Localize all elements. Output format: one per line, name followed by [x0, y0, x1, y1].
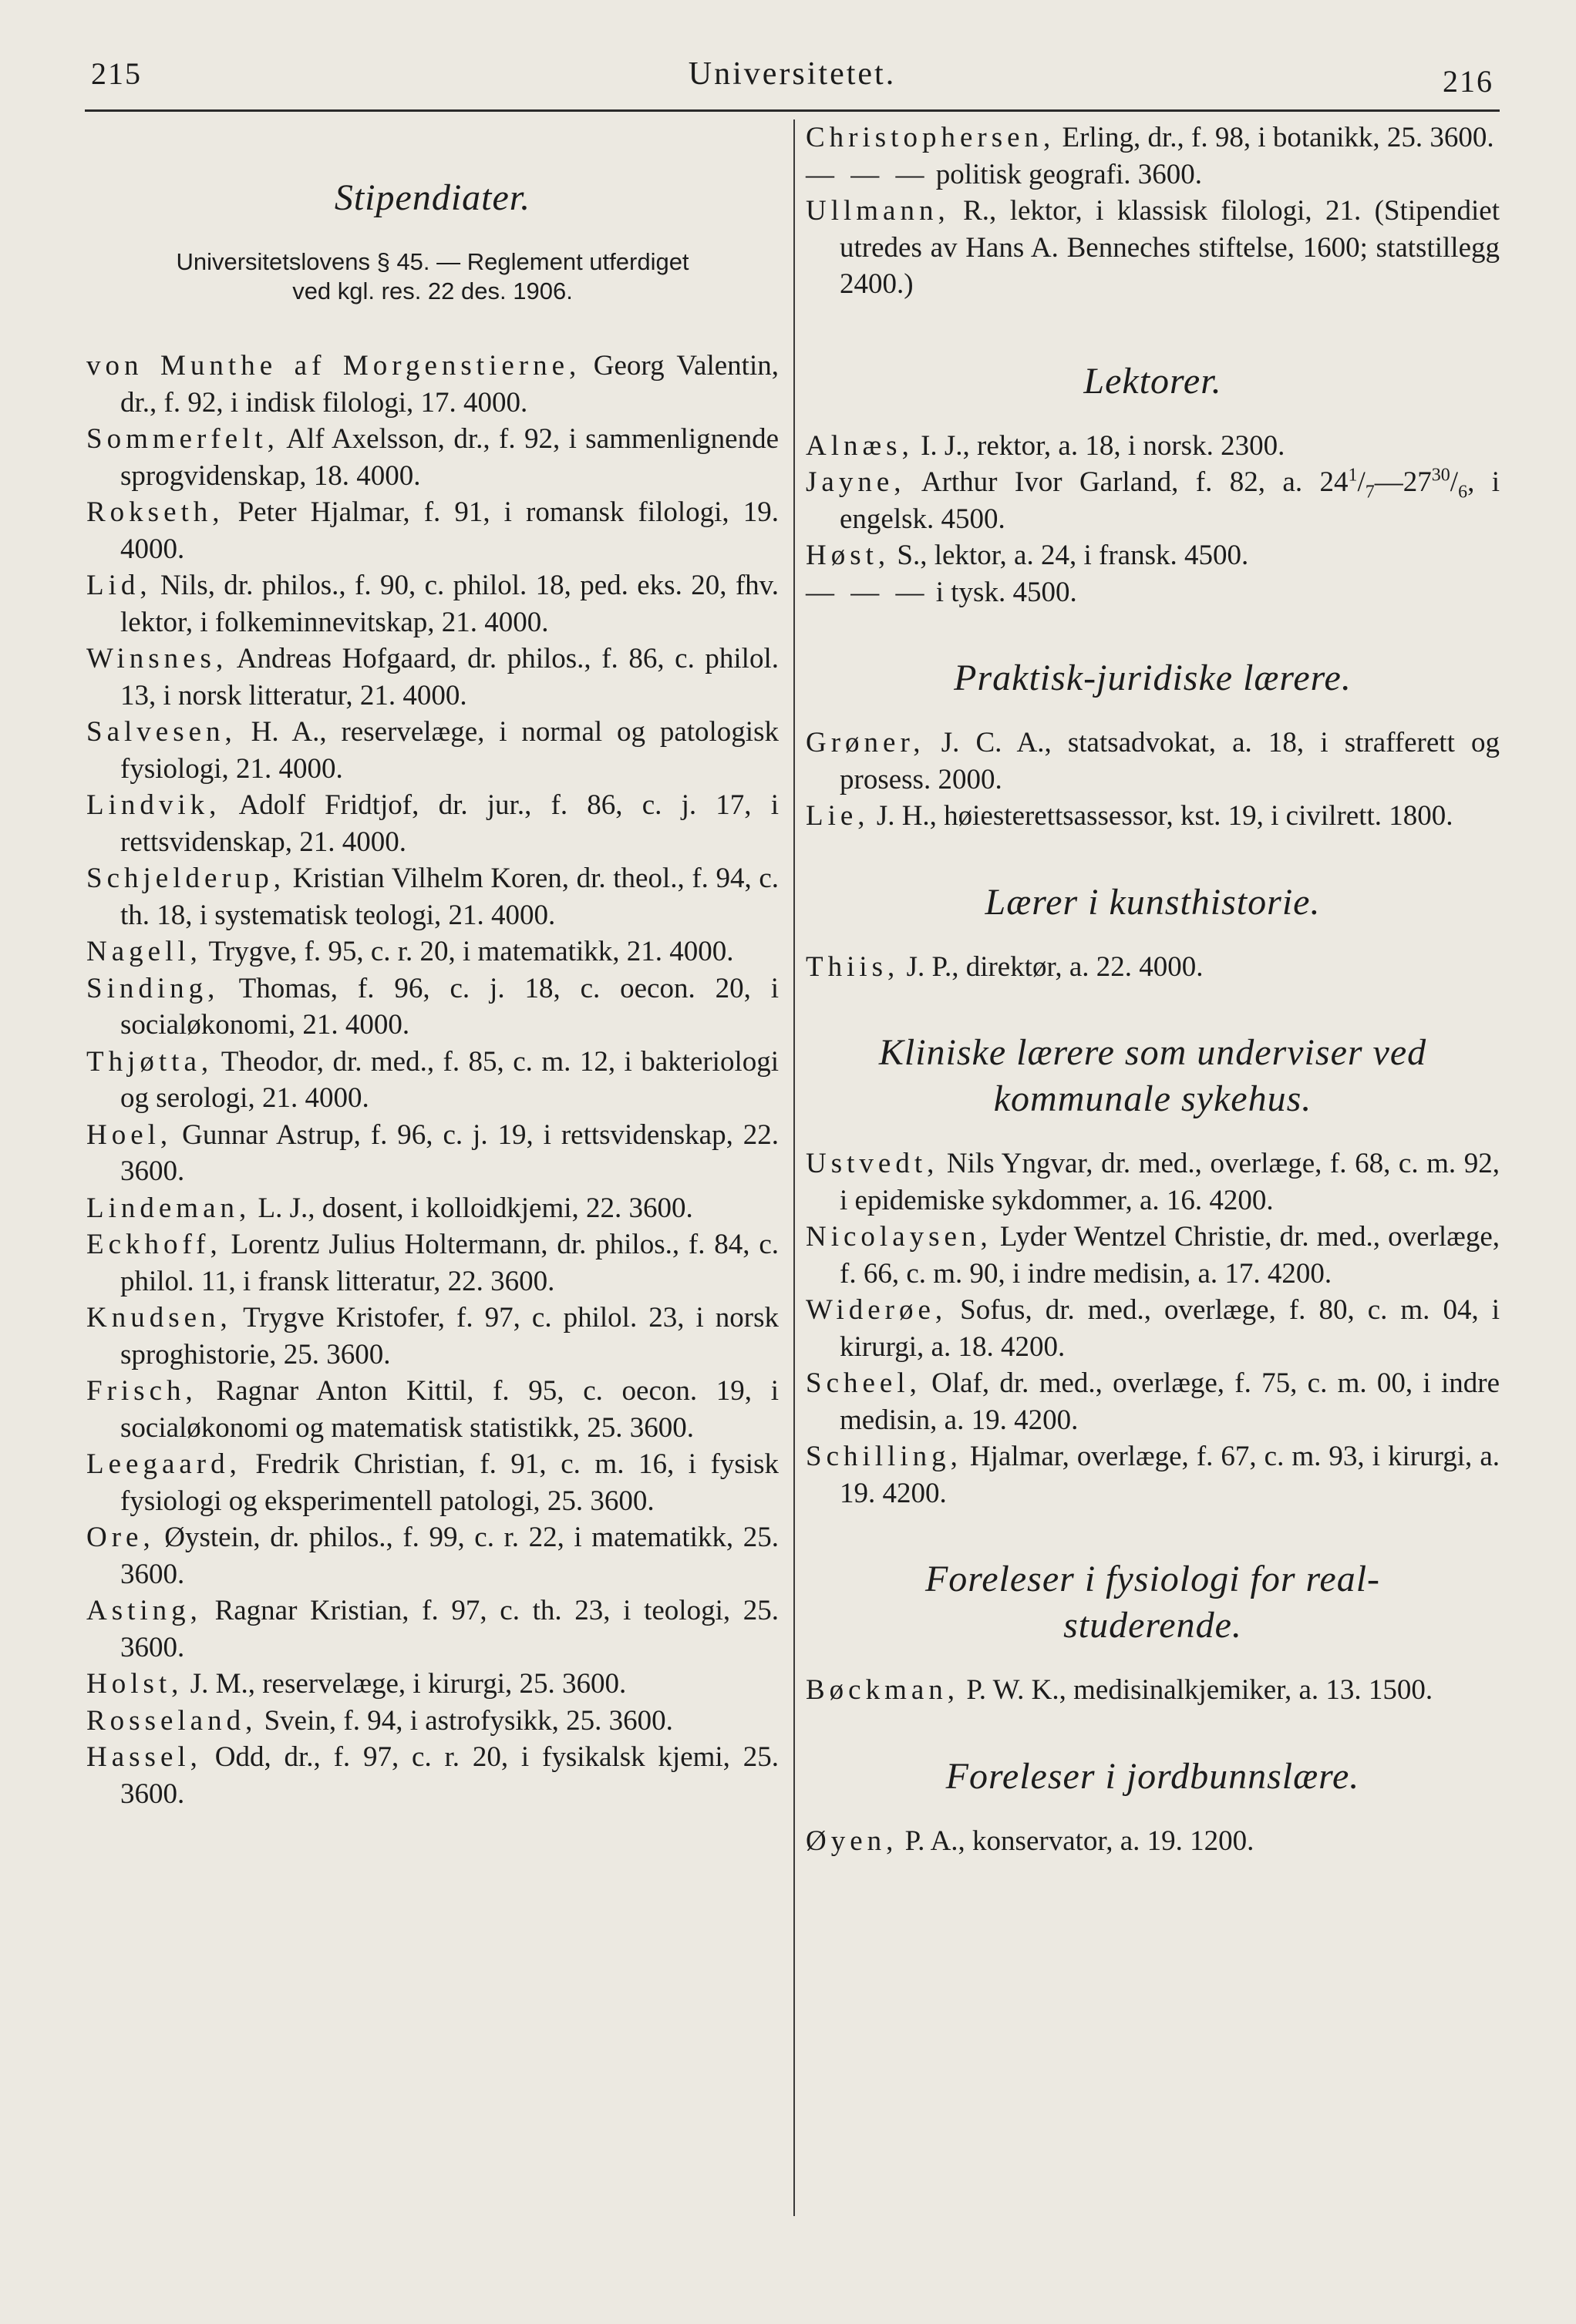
entry-text: Trygve, f. 95, c. r. 20, i matematikk, 21. 4000.	[201, 936, 734, 967]
left-column	[86, 119, 779, 1812]
list-item	[86, 348, 779, 421]
list-item	[86, 1446, 779, 1519]
entry-text: Olaf, dr. med., overlæge, f. 75, c. m. 00, i indre medisin, a. 19. 4200.	[840, 1367, 1500, 1436]
entry-name: Øyen,	[806, 1825, 898, 1857]
entry-name: von Munthe af Morgenstierne,	[86, 350, 581, 382]
list-item	[806, 119, 1500, 156]
section-title-line-2: studerende.	[1063, 1605, 1242, 1646]
list-item	[86, 1703, 779, 1740]
entry-name: Holst,	[86, 1668, 184, 1700]
page-number-left: 215	[91, 56, 142, 91]
entry-name: Hassel,	[86, 1741, 202, 1773]
list-item	[86, 1666, 779, 1703]
fraction-slash: /	[1357, 466, 1366, 498]
entry-text: S., lektor, a. 24, i fransk. 4500.	[890, 540, 1249, 571]
section-title-jordbunnslaere: Foreleser i jordbunnslære.	[945, 1755, 1360, 1797]
entry-name: Lie,	[806, 800, 870, 832]
entry-name: Sommerfelt,	[86, 423, 279, 455]
list-item	[806, 193, 1500, 303]
list-item	[806, 464, 1500, 537]
right-column	[806, 119, 1500, 1859]
list-item	[86, 567, 779, 641]
entry-text: J. M., reservelæge, i kirurgi, 25. 3600.	[183, 1668, 627, 1700]
entry-name: Nicolaysen,	[806, 1221, 992, 1253]
entry-name: Sinding,	[86, 972, 220, 1004]
entry-text: Adolf Fridtjof, dr. jur., f. 86, c. j. 17, i rettsvidenskap, 21. 4000.	[120, 789, 779, 858]
entry-text: Kristian Vilhelm Koren, dr. theol., f. 94, c. th. 18, i systematisk teologi, 21. 4000.	[120, 863, 779, 931]
entry-text: Øystein, dr. philos., f. 99, c. r. 22, i matematikk, 25. 3600.	[120, 1522, 779, 1590]
entry-text: politisk geografi. 3600.	[928, 158, 1203, 190]
entry-name: Knudsen,	[86, 1302, 232, 1334]
entry-text: Georg Valentin, dr., f. 92, i indisk filologi, 17. 4000.	[120, 350, 779, 419]
entry-text: Lorentz Julius Holtermann, dr. philos., f. 84, c. philol. 11, i fransk litteratur, 22. 3600.	[120, 1229, 779, 1297]
entry-text: Sofus, dr. med., overlæge, f. 80, c. m. 04, i kirurgi, a. 18. 4200.	[840, 1294, 1500, 1363]
entry-text: L. J., dosent, i kolloidkjemi, 22. 3600.	[251, 1192, 693, 1224]
section-title-praktisk-juridiske: Praktisk-juridiske lærere.	[954, 658, 1352, 698]
entry-name: Lindvik,	[86, 789, 221, 821]
entry-text: P. A., konservator, a. 19. 1200.	[897, 1825, 1254, 1857]
list-item	[806, 949, 1500, 986]
entry-name: Schjelderup,	[86, 863, 285, 894]
entry-text: Erling, dr., f. 98, i botanikk, 25. 3600.	[1055, 122, 1494, 153]
section-title-line-1: Kliniske lærere som underviser ved	[878, 1032, 1427, 1073]
entry-text: Ragnar Kristian, f. 97, c. th. 23, i teologi, 25. 3600.	[120, 1595, 779, 1663]
entry-name: Rosseland,	[86, 1704, 258, 1737]
section-title-stipendiater: Stipendiater.	[334, 177, 531, 218]
fraction-denominator: 6	[1458, 482, 1468, 503]
statute-line-1: Universitetslovens § 45. — Reglement utferdiget	[176, 248, 689, 275]
section-title-line-1: Foreleser i fysiologi for real-	[924, 1559, 1381, 1599]
entry-text: Ragnar Anton Kittil, f. 95, c. oecon. 19, i socialøkonomi og matematisk statistikk, 25. 3600.	[120, 1375, 779, 1444]
section-title-kunsthistorie: Lærer i kunsthistorie.	[985, 881, 1321, 923]
list-item	[86, 1044, 779, 1117]
entry-text: Gunnar Astrup, f. 96, c. j. 19, i rettsvidenskap, 22. 3600.	[120, 1118, 779, 1187]
entry-name: Rokseth,	[86, 496, 224, 528]
entry-text: J. H., høiesterettsassessor, kst. 19, i civilrett. 1800.	[869, 800, 1453, 832]
statute-note	[86, 247, 779, 306]
list-item	[806, 1438, 1500, 1512]
entry-text: I. J., rektor, a. 18, i norsk. 2300.	[913, 429, 1285, 462]
column-divider	[793, 119, 795, 2216]
list-item	[86, 421, 779, 494]
list-item	[806, 1292, 1500, 1365]
entry-text: Trygve Kristofer, f. 97, c. philol. 23, i norsk sproghistorie, 25. 3600.	[120, 1302, 779, 1371]
entry-name: Winsnes,	[86, 643, 228, 674]
section-title-kliniske-laerere	[806, 1030, 1500, 1122]
entry-text: J. P., direktør, a. 22. 4000.	[899, 950, 1204, 983]
list-item	[806, 156, 1500, 193]
list-item	[806, 1219, 1500, 1292]
list-item	[86, 970, 779, 1044]
list-item	[806, 1145, 1500, 1219]
statute-line-2: ved kgl. res. 22 des. 1906.	[292, 277, 573, 304]
entry-text: Odd, dr., f. 97, c. r. 20, i fysikalsk kjemi, 25. 3600.	[120, 1741, 779, 1810]
list-item	[806, 574, 1500, 611]
entry-name: Scheel,	[806, 1367, 921, 1399]
entry-text: Hjalmar, overlæge, f. 67, c. m. 93, i kirurgi, a. 19. 4200.	[840, 1441, 1500, 1509]
fraction-slash: /	[1450, 466, 1459, 498]
list-item	[86, 641, 779, 714]
fraction-numerator: 30	[1431, 465, 1450, 486]
list-item	[86, 1226, 779, 1300]
list-item	[86, 1117, 779, 1190]
section-title-lektorer: Lektorer.	[1083, 360, 1222, 402]
entry-text: Fredrik Christian, f. 91, c. m. 16, i fysisk fysiologi og eksperimentell patologi, 25. 3600.	[120, 1448, 779, 1517]
list-item	[86, 494, 779, 567]
entry-name: Thjøtta,	[86, 1045, 214, 1078]
list-item	[86, 1739, 779, 1812]
entry-text: i tysk. 4500.	[928, 576, 1077, 608]
list-item	[806, 1823, 1500, 1860]
entry-name: Hoel,	[86, 1118, 173, 1151]
entry-text: Alf Axelsson, dr., f. 92, i sammenlignende sprogvidenskap, 18. 4000.	[120, 423, 779, 492]
entry-text: Nils Yngvar, dr. med., overlæge, f. 68, c. m. 92, i epidemiske sykdommer, a. 16. 4200.	[840, 1148, 1500, 1216]
list-item	[86, 1190, 779, 1227]
entry-text: Nils, dr. philos., f. 90, c. philol. 18, ped. eks. 20, fhv. lektor, i folkeminnevitskap, 21. 4000.	[120, 570, 779, 638]
list-item	[806, 798, 1500, 835]
fraction-numerator: 1	[1348, 465, 1358, 486]
entry-name: Salvesen,	[86, 716, 237, 748]
entry-name: Høst,	[806, 540, 891, 571]
entry-name: Lindeman,	[86, 1192, 251, 1224]
entry-name: Asting,	[86, 1595, 202, 1626]
list-item	[86, 1300, 779, 1373]
entry-text: Peter Hjalmar, f. 91, i romansk filologi, 19. 4000.	[120, 496, 779, 565]
entry-name: Frisch,	[86, 1375, 197, 1407]
list-item	[806, 1365, 1500, 1438]
date-range-dash: —27	[1374, 466, 1432, 498]
entry-text: Thomas, f. 96, c. j. 18, c. oecon. 20, i socialøkonomi, 21. 4000.	[120, 972, 779, 1041]
entry-name: Eckhoff,	[86, 1229, 222, 1260]
entry-name: Grøner,	[806, 727, 925, 758]
entry-name: Christophersen,	[806, 122, 1056, 153]
section-title-fysiologi	[806, 1556, 1500, 1649]
list-item	[86, 860, 779, 933]
entry-name: — — —	[806, 576, 929, 608]
running-title: Universitetet.	[688, 56, 897, 92]
entry-name: Widerøe,	[806, 1294, 948, 1326]
entry-name: Schilling,	[806, 1441, 962, 1472]
list-item	[86, 1519, 779, 1592]
section-title-line-2: kommunale sykehus.	[993, 1078, 1312, 1119]
entry-text: Lyder Wentzel Christie, dr. med., overlæge, f. 66, c. m. 90, i indre medisin, a. 17. 4200.	[840, 1221, 1500, 1290]
entry-name: Nagell,	[86, 936, 202, 967]
entry-text: Svein, f. 94, i astrofysikk, 25. 3600.	[257, 1704, 673, 1737]
running-header	[85, 48, 1500, 112]
entry-text: , i engelsk. 4500.	[840, 466, 1500, 535]
entry-name: Leegaard,	[86, 1448, 241, 1480]
entry-name: Lid,	[86, 570, 152, 601]
entry-text: R., lektor, i klassisk filologi, 21. (Stipendiet utredes av Hans A. Benneches stiftelse, 1600; statstillegg 2400.)	[840, 195, 1500, 300]
entry-text: P. W. K., medisinalkjemiker, a. 13. 1500.	[959, 1674, 1433, 1706]
entry-name: Thiis,	[806, 950, 900, 983]
entry-name: Alnæs,	[806, 429, 914, 462]
entry-text: J. C. A., statsadvokat, a. 18, i strafferett og prosess. 2000.	[840, 727, 1500, 795]
entry-name: Ore,	[86, 1522, 155, 1553]
entry-name: Jayne,	[806, 466, 906, 498]
page-number-right: 216	[1443, 64, 1493, 99]
entry-text: H. A., reservelæge, i normal og patologisk fysiologi, 21. 4000.	[120, 716, 779, 785]
entry-text: Theodor, dr. med., f. 85, c. m. 12, i bakteriologi og serologi, 21. 4000.	[120, 1045, 779, 1114]
list-item	[86, 1592, 779, 1666]
list-item	[806, 725, 1500, 798]
list-item	[806, 1672, 1500, 1709]
entry-text: Andreas Hofgaard, dr. philos., f. 86, c. philol. 13, i norsk litteratur, 21. 4000.	[120, 643, 779, 711]
list-item	[806, 428, 1500, 465]
list-item	[86, 714, 779, 787]
entry-text: Arthur Ivor Garland, f. 82, a. 24	[905, 466, 1349, 498]
list-item	[86, 1373, 779, 1446]
list-item	[86, 933, 779, 970]
entry-name: Ustvedt,	[806, 1148, 939, 1179]
entry-name: — — —	[806, 158, 929, 190]
entry-name: Ullmann,	[806, 195, 950, 227]
list-item	[806, 537, 1500, 574]
fraction-denominator: 7	[1365, 482, 1375, 503]
entry-name: Bøckman,	[806, 1674, 960, 1706]
list-item	[86, 787, 779, 860]
